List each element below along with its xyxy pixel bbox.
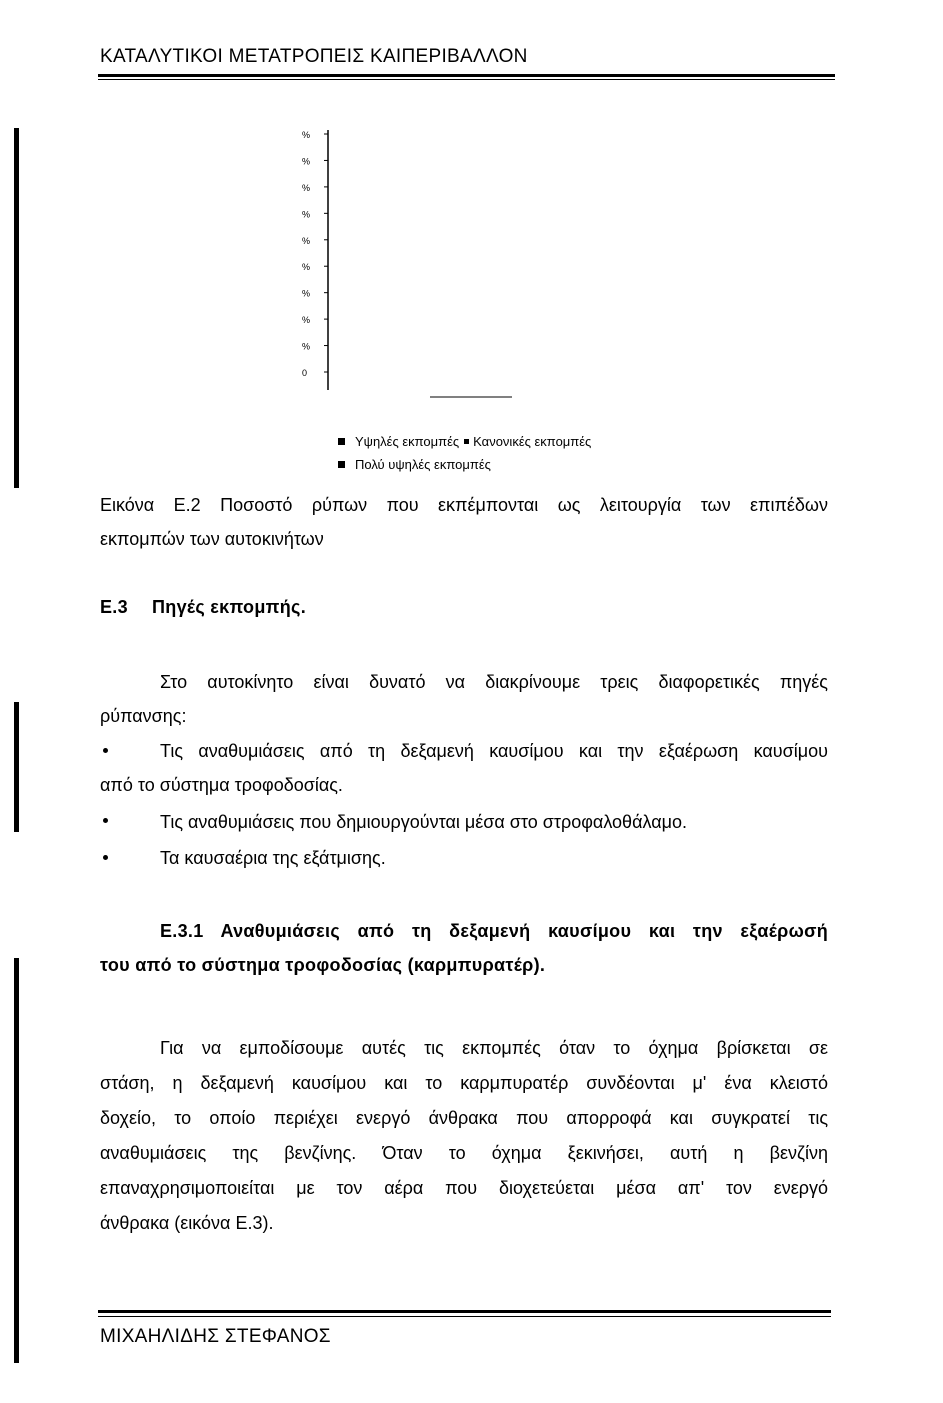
- paragraph-line: στάση, η δεξαμενή καυσίμου και το καρμπυρατέρ συνδέονται μ' ένα κλειστό: [100, 1073, 828, 1093]
- footer-rule: [98, 1310, 831, 1313]
- footer-author: ΜΙΧΑΗΛΙΔΗΣ ΣΤΕΦΑΝΟΣ: [100, 1326, 331, 1347]
- bullet-dot: [103, 748, 108, 753]
- intro-text: Στο αυτοκίνητο είναι δυνατό να διακρίνουμε τρεις διαφορετικές πηγές: [160, 672, 828, 692]
- legend-label-high: Υψηλές εκπομπές: [355, 434, 460, 449]
- legend-label-very-high: Πολύ υψηλές εκπομπές: [355, 457, 491, 472]
- left-scan-border: [14, 128, 19, 488]
- legend-swatch-normal: [464, 439, 469, 444]
- chart-legend-row-2: [338, 457, 491, 472]
- chart-y-tick-label: %: [302, 341, 311, 352]
- paragraph-line: δοχείο, το οποίο περιέχει ενεργό άνθρακα που απορροφά και συγκρατεί τις: [100, 1108, 828, 1128]
- chart-y-tick-label: %: [302, 235, 311, 246]
- bullet-item: Τις αναθυμιάσεις από τη δεξαμενή καυσίμου και την εξαέρωση καυσίμου: [160, 741, 828, 761]
- chart-y-tick-label: %: [302, 156, 311, 167]
- legend-label-normal: Κανονικές εκπομπές: [473, 434, 592, 449]
- paragraph-last-line: άνθρακα (εικόνα Ε.3).: [100, 1213, 274, 1233]
- left-scan-border: [14, 958, 19, 1363]
- footer-rule-thin: [98, 1316, 831, 1317]
- subsection-title-cont: του από το σύστημα τροφοδοσίας (καρμπυρατέρ).: [100, 955, 546, 975]
- chart-y-tick-label: %: [302, 315, 311, 326]
- chart-y-tick-label: %: [302, 182, 311, 193]
- header-rule-thin: [98, 79, 835, 80]
- bullet-item: Τις αναθυμιάσεις που δημιουργούνται μέσα στο στροφαλοθάλαμο.: [160, 812, 687, 832]
- chart-y-tick-label: %: [302, 130, 311, 140]
- section-number: Ε.3: [100, 597, 128, 617]
- chart-y-tick-label: 0: [302, 368, 308, 378]
- chart-y-tick-label: %: [302, 262, 311, 273]
- emissions-chart: [280, 118, 540, 408]
- intro-text-cont: ρύπανσης:: [100, 706, 187, 726]
- legend-swatch-high: [338, 438, 345, 445]
- paragraph-line: επαναχρησιμοποιείται με τον αέρα που διοχετεύεται μέσα απ' τον ενεργό: [100, 1178, 828, 1198]
- bullet-dot: [103, 818, 108, 823]
- section-title: Πηγές εκπομπής.: [152, 597, 306, 617]
- chart-y-tick-label: %: [302, 209, 311, 220]
- bullet-item: Τα καυσαέρια της εξάτμισης.: [160, 848, 386, 868]
- header-rule: [98, 74, 835, 77]
- page-header-title: ΚΑΤΑΛΥΤΙΚΟΙ ΜΕΤΑΤΡΟΠΕΙΣ ΚΑΙΠΕΡΙΒΑΛΛΟΝ: [100, 46, 528, 67]
- paragraph-line: Για να εμποδίσουμε αυτές τις εκπομπές όταν το όχημα βρίσκεται σε: [160, 1038, 828, 1058]
- subsection-title: Ε.3.1 Αναθυμιάσεις από τη δεξαμενή καυσίμου και την εξαέρωσή: [160, 921, 828, 941]
- legend-swatch-very-high: [338, 461, 345, 468]
- bullet-dot: [103, 855, 108, 860]
- figure-caption-cont: εκπομπών των αυτοκινήτων: [100, 529, 324, 549]
- bullet-item-cont: από το σύστημα τροφοδοσίας.: [100, 775, 343, 795]
- chart-y-tick-label: %: [302, 288, 311, 299]
- paragraph-line: αναθυμιάσεις της βενζίνης. Όταν το όχημα ξεκινήσει, αυτή η βενζίνη: [100, 1143, 828, 1163]
- chart-legend: [338, 434, 591, 449]
- left-scan-border: [14, 702, 19, 832]
- figure-caption: Εικόνα Ε.2 Ποσοστό ρύπων που εκπέμπονται ως λειτουργία των επιπέδων: [100, 495, 828, 515]
